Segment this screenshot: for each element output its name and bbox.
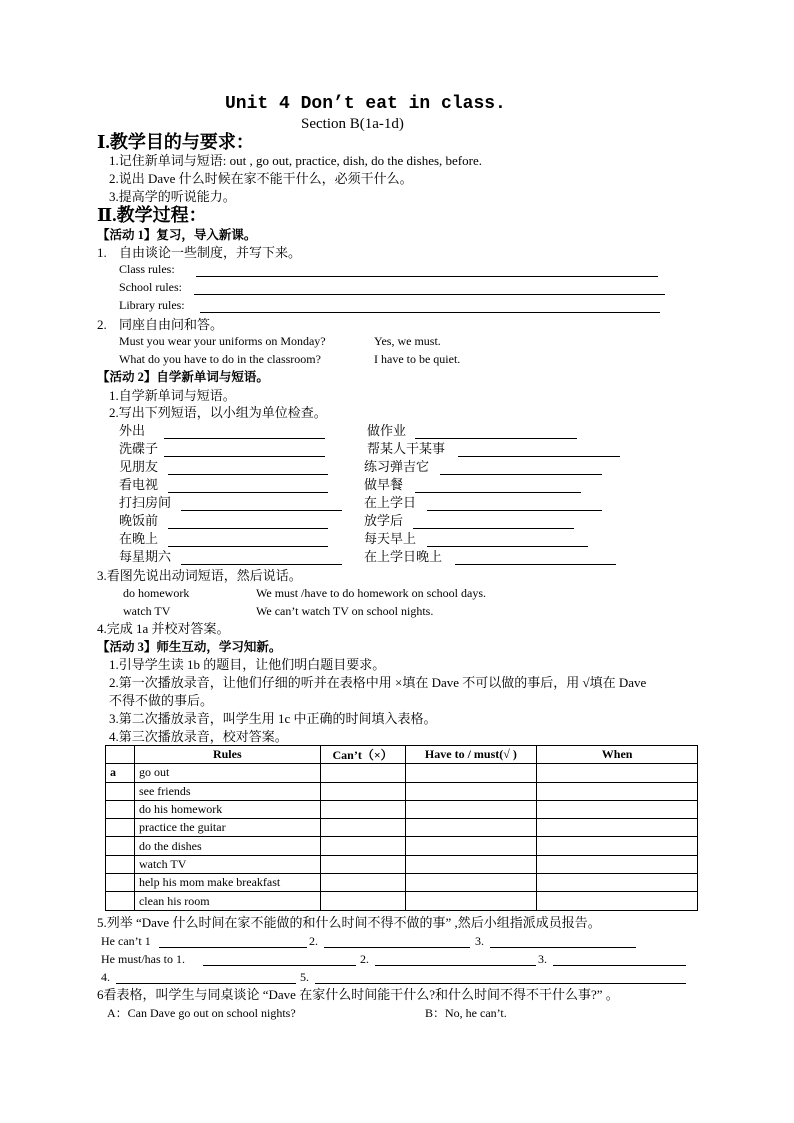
phrase-blank[interactable] bbox=[458, 456, 620, 457]
must-blank-3[interactable] bbox=[553, 965, 686, 966]
row-marker bbox=[106, 800, 135, 818]
phrase-blank[interactable] bbox=[168, 474, 328, 475]
must-label: He must/has to 1. bbox=[101, 952, 185, 966]
must-cell[interactable] bbox=[405, 782, 537, 800]
rule-cell: do his homework bbox=[134, 800, 320, 818]
row-marker bbox=[106, 819, 135, 837]
when-cell[interactable] bbox=[537, 874, 698, 892]
activity3-step-1: 1.引导学生读 1b 的题目，让他们明白题目要求。 bbox=[109, 657, 386, 672]
when-cell[interactable] bbox=[537, 837, 698, 855]
phrase-label: 见朋友 bbox=[119, 459, 159, 474]
cant-cell[interactable] bbox=[320, 892, 405, 910]
step6-dialog-a: A：Can Dave go out on school nights? bbox=[107, 1006, 296, 1020]
activity3-step-4: 4.第三次播放录音，校对答案。 bbox=[109, 729, 288, 744]
phrase-blank[interactable] bbox=[415, 492, 581, 493]
rule-cell: clean his room bbox=[134, 892, 320, 910]
phrase-blank[interactable] bbox=[440, 474, 602, 475]
table-header-rules: Rules bbox=[134, 746, 320, 764]
rule-cell: see friends bbox=[134, 782, 320, 800]
activity3-heading: 【活动 3】师生互动，学习知新。 bbox=[97, 640, 282, 654]
must-num-5: 5. bbox=[300, 970, 309, 984]
activity2-step-3: 3.看图先说出动词短语，然后说话。 bbox=[97, 568, 302, 583]
table-row bbox=[106, 874, 698, 892]
row-marker bbox=[106, 782, 135, 800]
must-cell[interactable] bbox=[405, 892, 537, 910]
library-rules-label: Library rules: bbox=[119, 298, 185, 312]
table-row bbox=[106, 800, 698, 818]
rule-cell: do the dishes bbox=[134, 837, 320, 855]
library-rules-blank[interactable] bbox=[200, 312, 660, 313]
page-subtitle: Section B(1a-1d) bbox=[301, 116, 404, 132]
phrase-blank[interactable] bbox=[168, 528, 328, 529]
must-cell[interactable] bbox=[405, 819, 537, 837]
phrase-label: 在上学日晚上 bbox=[364, 549, 443, 564]
rule-cell: practice the guitar bbox=[134, 819, 320, 837]
must-blank-2[interactable] bbox=[375, 965, 536, 966]
activity1-q1-number: 1. bbox=[97, 245, 107, 260]
phrase-blank[interactable] bbox=[427, 510, 602, 511]
cant-label: He can’t 1 bbox=[101, 934, 151, 948]
row-marker bbox=[106, 855, 135, 873]
rule-cell: go out bbox=[134, 764, 320, 782]
row-marker: a bbox=[106, 764, 135, 782]
table-header-when: When bbox=[537, 746, 698, 764]
phrase-label: 做早餐 bbox=[364, 477, 404, 492]
phrase-blank[interactable] bbox=[164, 456, 325, 457]
phrase-label: 练习弹吉它 bbox=[364, 459, 430, 474]
when-cell[interactable] bbox=[537, 855, 698, 873]
phrase-blank[interactable] bbox=[168, 546, 328, 547]
cant-cell[interactable] bbox=[320, 819, 405, 837]
when-cell[interactable] bbox=[537, 782, 698, 800]
cant-num-3: 3. bbox=[475, 934, 484, 948]
phrase-blank[interactable] bbox=[181, 564, 342, 565]
dialog-answer-1: Yes, we must. bbox=[374, 334, 441, 348]
table-row bbox=[106, 837, 698, 855]
goal-item-2: 2.说出 Dave 什么时候在家不能干什么，必须干什么。 bbox=[109, 171, 413, 186]
when-cell[interactable] bbox=[537, 819, 698, 837]
activity1-q1-text: 自由谈论一些制度，并写下来。 bbox=[119, 245, 302, 260]
table-row bbox=[106, 892, 698, 910]
phrase-blank[interactable] bbox=[455, 564, 616, 565]
activity1-q2-text: 同座自由问和答。 bbox=[119, 317, 224, 332]
phrase-label: 在上学日 bbox=[364, 495, 417, 510]
phrase-blank[interactable] bbox=[415, 438, 577, 439]
must-cell[interactable] bbox=[405, 874, 537, 892]
when-cell[interactable] bbox=[537, 764, 698, 782]
activity3-step-2: 2.第一次播放录音，让他们仔细的听并在表格中用 ×填在 Dave 不可以做的事后，用 √填在 Dave bbox=[109, 675, 647, 690]
dialog-question-1: Must you wear your uniforms on Monday? bbox=[119, 334, 326, 348]
cant-blank-2[interactable] bbox=[324, 947, 470, 948]
must-blank-5[interactable] bbox=[315, 983, 686, 984]
school-rules-label: School rules: bbox=[119, 280, 182, 294]
activity2-step-2: 2.写出下列短语，以小组为单位检查。 bbox=[109, 405, 327, 420]
activity2-heading: 【活动 2】自学新单词与短语。 bbox=[97, 370, 269, 384]
phrase-blank[interactable] bbox=[164, 438, 325, 439]
phrase-label: 每星期六 bbox=[119, 549, 172, 564]
phrase-label: 看电视 bbox=[119, 477, 159, 492]
when-cell[interactable] bbox=[537, 892, 698, 910]
activity2-step-4: 4.完成 1a 并校对答案。 bbox=[97, 621, 230, 636]
cant-cell[interactable] bbox=[320, 764, 405, 782]
rule-cell: watch TV bbox=[134, 855, 320, 873]
cant-num-2: 2. bbox=[309, 934, 318, 948]
activity3-step-3: 3.第二次播放录音，叫学生用 1c 中正确的时间填入表格。 bbox=[109, 711, 437, 726]
section-heading-goals: Ⅰ.教学目的与要求： bbox=[97, 132, 254, 152]
phrase-blank[interactable] bbox=[168, 492, 328, 493]
cant-cell[interactable] bbox=[320, 800, 405, 818]
dialog-question-2: What do you have to do in the classroom? bbox=[119, 352, 321, 366]
when-cell[interactable] bbox=[537, 800, 698, 818]
school-rules-blank[interactable] bbox=[194, 294, 665, 295]
phrase-label: 晚饭前 bbox=[119, 513, 159, 528]
table-header-cant: Can’t（×） bbox=[320, 746, 405, 764]
step6-dialog-b: B：No, he can’t. bbox=[425, 1006, 507, 1020]
table-header-row bbox=[106, 746, 698, 764]
must-cell[interactable] bbox=[405, 800, 537, 818]
table-header-have-to: Have to / must(√ ) bbox=[405, 746, 537, 764]
example-sentence-2: We can’t watch TV on school nights. bbox=[256, 604, 434, 618]
goal-item-3: 3.提高学的听说能力。 bbox=[109, 189, 236, 204]
phrase-blank[interactable] bbox=[427, 546, 588, 547]
phrase-label: 帮某人干某事 bbox=[367, 441, 446, 456]
section-heading-process: Ⅱ.教学过程： bbox=[97, 205, 207, 225]
row-marker bbox=[106, 892, 135, 910]
phrase-label: 做作业 bbox=[367, 423, 407, 438]
table-header-marker bbox=[106, 746, 135, 764]
activity1-q2-number: 2. bbox=[97, 317, 107, 332]
table-row bbox=[106, 855, 698, 873]
example-sentence-1: We must /have to do homework on school days. bbox=[256, 586, 486, 600]
must-cell[interactable] bbox=[405, 837, 537, 855]
rule-cell: help his mom make breakfast bbox=[134, 874, 320, 892]
cant-cell[interactable] bbox=[320, 837, 405, 855]
row-marker bbox=[106, 874, 135, 892]
goal-item-1: 1.记住新单词与短语: out , go out, practice, dish, do the dishes, before. bbox=[109, 153, 482, 168]
activity2-step-1: 1.自学新单词与短语。 bbox=[109, 388, 236, 403]
phrase-label: 在晚上 bbox=[119, 531, 159, 546]
must-num-2: 2. bbox=[360, 952, 369, 966]
phrase-label: 打扫房间 bbox=[119, 495, 172, 510]
phrase-label: 每天早上 bbox=[364, 531, 417, 546]
must-cell[interactable] bbox=[405, 855, 537, 873]
page-title: Unit 4 Don’t eat in class. bbox=[225, 94, 506, 114]
step6-text: 6看表格，叫学生与同桌谈论 “Dave 在家什么时间能干什么?和什么时间不得不干什么事?” 。 bbox=[97, 987, 619, 1002]
must-num-4: 4. bbox=[101, 970, 110, 984]
example-verb-2: watch TV bbox=[123, 604, 171, 618]
dialog-answer-2: I have to be quiet. bbox=[374, 352, 461, 366]
class-rules-label: Class rules: bbox=[119, 262, 175, 276]
cant-cell[interactable] bbox=[320, 855, 405, 873]
phrase-blank[interactable] bbox=[413, 528, 574, 529]
cant-blank-3[interactable] bbox=[490, 947, 636, 948]
cant-blank-1[interactable] bbox=[159, 947, 307, 948]
class-rules-blank[interactable] bbox=[196, 276, 658, 277]
activity3-step-2-cont: 不得不做的事后。 bbox=[109, 693, 214, 708]
cant-cell[interactable] bbox=[320, 874, 405, 892]
phrase-blank[interactable] bbox=[181, 510, 342, 511]
must-cell[interactable] bbox=[405, 764, 537, 782]
must-blank-1[interactable] bbox=[203, 965, 356, 966]
example-verb-1: do homework bbox=[123, 586, 190, 600]
step5-text: 5.列举 “Dave 什么时间在家不能做的和什么时间不得不做的事” ,然后小组指派成员报告。 bbox=[97, 915, 601, 930]
rules-table bbox=[105, 745, 698, 911]
must-blank-4[interactable] bbox=[116, 983, 296, 984]
table-row bbox=[106, 819, 698, 837]
table-row bbox=[106, 764, 698, 782]
phrase-label: 外出 bbox=[119, 423, 146, 438]
phrase-label: 放学后 bbox=[364, 513, 404, 528]
cant-cell[interactable] bbox=[320, 782, 405, 800]
phrase-label: 洗碟子 bbox=[119, 441, 159, 456]
row-marker bbox=[106, 837, 135, 855]
must-num-3: 3. bbox=[538, 952, 547, 966]
activity1-heading: 【活动 1】复习，导入新课。 bbox=[97, 228, 257, 242]
table-row bbox=[106, 782, 698, 800]
